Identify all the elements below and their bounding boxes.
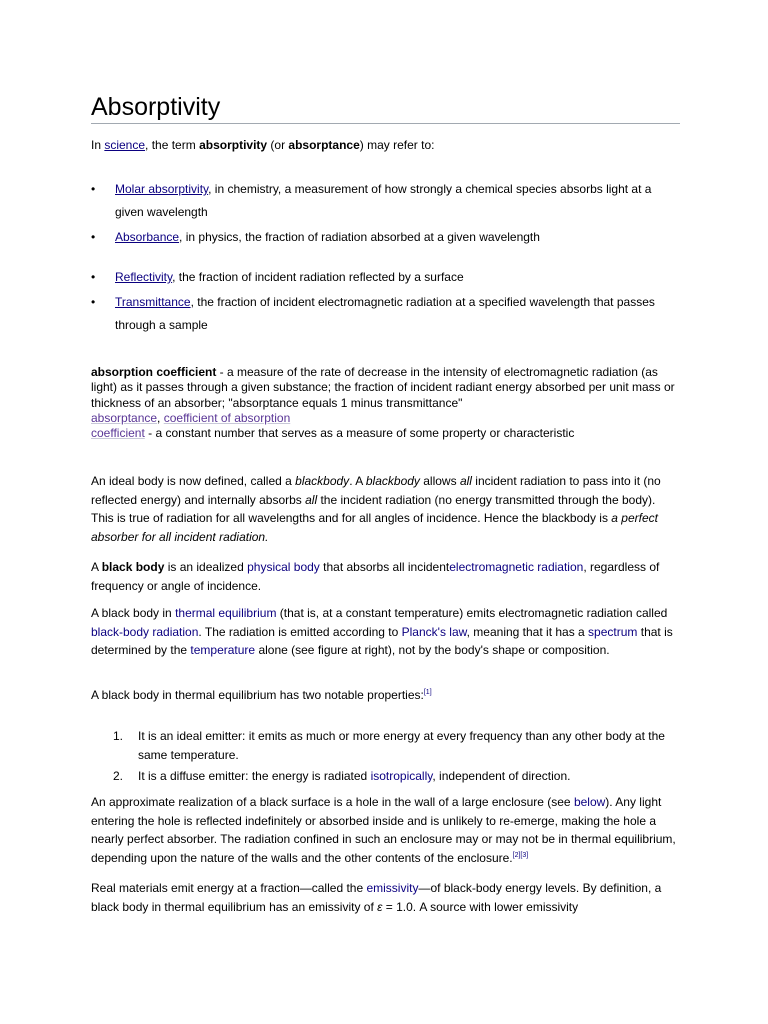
paragraph-text: . A xyxy=(349,474,366,488)
list-item-text: It is an ideal emitter: it emits as much or more energy at every frequency than any other body at the same temperature. xyxy=(138,729,665,762)
reference-1-link[interactable]: [1] xyxy=(423,689,432,696)
paragraph-text: the incident radiation (no energy transmitted through the body). This is true of radiation for all wavelengths and for all angles of incidence. Hence the blackbody is xyxy=(91,492,656,525)
molar-absorptivity-link[interactable]: Molar absorptivity xyxy=(115,182,209,196)
list-item-text: , in chemistry, a measurement of how strongly a chemical species absorbs light at a given wavelength xyxy=(115,182,652,219)
paragraph-text: allows xyxy=(419,474,460,488)
transmittance-link[interactable]: Transmittance xyxy=(115,295,191,309)
list-item-text: , in physics, the fraction of radiation absorbed at a given wavelength xyxy=(179,230,540,244)
reference-2-3-link[interactable]: [2][3] xyxy=(512,851,529,859)
bullet-icon: • xyxy=(91,295,96,309)
paragraph-text: Real materials emit energy at a fraction—called the xyxy=(91,881,367,895)
paragraph-text: that is determined by the xyxy=(91,624,673,657)
paragraph-text: alone (see figure at right), not by the body's shape or composition. xyxy=(255,643,610,657)
list-item-text: , the fraction of incident radiation reflected by a surface xyxy=(172,270,464,284)
paragraph-text: is an idealized xyxy=(164,560,248,574)
emissivity-link[interactable]: emissivity xyxy=(366,881,419,895)
bullet-icon: • xyxy=(91,230,96,244)
absorptance-link[interactable]: absorptance xyxy=(91,410,158,425)
thermal-equilibrium-link[interactable]: thermal equilibrium xyxy=(175,606,277,620)
meaning-list-2 xyxy=(91,266,671,339)
reflectivity-link[interactable]: Reflectivity xyxy=(115,270,173,284)
coefficient-of-absorption-link[interactable]: coefficient of absorption xyxy=(163,410,291,425)
term-absorptivity: absorptivity xyxy=(199,138,268,152)
properties-list xyxy=(113,727,673,789)
paragraph-text: = 1.0. A source with lower emissivity xyxy=(382,899,579,914)
isotropically-link[interactable]: isotropically xyxy=(370,769,433,783)
paragraph-text: (that is, at a constant temperature) emits electromagnetic radiation called xyxy=(276,606,668,620)
paragraph-text: An ideal body is now defined, called a xyxy=(91,474,296,488)
intro-paragraph xyxy=(91,138,434,152)
spectrum-link[interactable]: spectrum xyxy=(588,624,638,639)
term-black-body: black body xyxy=(101,560,165,574)
plancks-law-link[interactable]: Planck's law xyxy=(401,624,467,639)
paragraph-text: ). Any light entering the hole is reflected indefinitely or absorbed inside and is unlikely to re-emerge, making the hole a nearly perfect absorber. The radiation confined in such an enclosure may or may not be in thermal equilibrium, depending upon the nature of the walls and the other contents of the enclosure. xyxy=(91,795,676,865)
bullet-icon: • xyxy=(91,270,96,284)
emphasis-all: all xyxy=(305,492,318,507)
absorbance-link[interactable]: Absorbance xyxy=(115,230,180,244)
paragraph-text: A black body in thermal equilibrium has two notable properties: xyxy=(91,688,424,702)
paragraph-text: , meaning that it has a xyxy=(466,624,589,639)
emissivity-paragraph xyxy=(91,879,681,916)
physical-body-link[interactable]: physical body xyxy=(247,560,320,574)
intro-text: ) may refer to: xyxy=(359,138,435,152)
bullet-icon: • xyxy=(91,182,96,196)
temperature-link[interactable]: temperature xyxy=(190,643,256,657)
below-link[interactable]: below xyxy=(573,795,606,809)
properties-intro-paragraph xyxy=(91,686,681,705)
list-item xyxy=(113,767,673,786)
separator: , xyxy=(157,410,164,425)
paragraph-text: incident radiation to pass into it (no reflected energy) and internally absorbs xyxy=(91,474,661,507)
list-item-text: , the fraction of incident electromagnetic radiation at a specified wavelength that passes through a sample xyxy=(115,295,655,332)
blackbody-intro-paragraph xyxy=(91,472,681,546)
epsilon-symbol: ε xyxy=(377,899,383,914)
list-item xyxy=(91,266,671,289)
list-item xyxy=(91,291,671,337)
list-item-text: , independent of direction. xyxy=(432,769,571,783)
black-body-definition-paragraph xyxy=(91,558,681,595)
intro-text: (or xyxy=(267,138,289,152)
paragraph-text: A black body in xyxy=(91,606,176,620)
list-item xyxy=(91,178,671,224)
emphasis-all: all xyxy=(459,474,472,488)
emphasis-blackbody: blackbody xyxy=(365,474,420,488)
intro-text: , the term xyxy=(145,138,200,152)
meaning-list-1 xyxy=(91,178,671,251)
list-number: 1. xyxy=(113,729,124,743)
paragraph-text: that absorbs all incident xyxy=(319,560,450,574)
thermal-equilibrium-paragraph xyxy=(91,604,681,660)
definition-text: - a constant number that serves as a measure of some property or characteristic xyxy=(144,426,575,441)
definition-text: - a measure of the rate of decrease in the intensity of electromagnetic radiation (as light) as it passes through a given substance; the fraction of incident radiant energy absorbed per unit mass or thickness of an absorber; "absorptance equals 1 minus transmittance" xyxy=(91,365,675,410)
approximate-realization-paragraph xyxy=(91,793,681,867)
term-absorptance: absorptance xyxy=(288,138,360,152)
absorption-coefficient-definition xyxy=(91,365,681,441)
paragraph-text: , regardless of frequency or angle of incidence. xyxy=(91,560,660,593)
page-title: Absorptivity xyxy=(91,92,680,124)
coefficient-link[interactable]: coefficient xyxy=(91,426,145,441)
list-item xyxy=(113,727,673,764)
emphasis-perfect-absorber: a perfect absorber for all incident radiation. xyxy=(91,511,658,544)
science-link[interactable]: science xyxy=(104,138,146,152)
list-item-text: It is a diffuse emitter: the energy is radiated xyxy=(138,769,371,783)
paragraph-text: A xyxy=(91,560,102,574)
paragraph-text: An approximate realization of a black surface is a hole in the wall of a large enclosure (see xyxy=(91,795,574,809)
black-body-radiation-link[interactable]: black-body radiation xyxy=(91,624,199,639)
intro-text: In xyxy=(91,138,105,152)
term-absorption-coefficient: absorption coefficient xyxy=(91,365,217,379)
paragraph-text: . The radiation is emitted according to xyxy=(198,624,402,639)
electromagnetic-radiation-link[interactable]: electromagnetic radiation xyxy=(449,560,584,574)
list-number: 2. xyxy=(113,769,124,783)
list-item xyxy=(91,226,671,249)
paragraph-text: —of black-body energy levels. By definition, a black body in thermal equilibrium has an emissivity of xyxy=(91,881,662,914)
emphasis-blackbody: blackbody xyxy=(295,474,350,488)
